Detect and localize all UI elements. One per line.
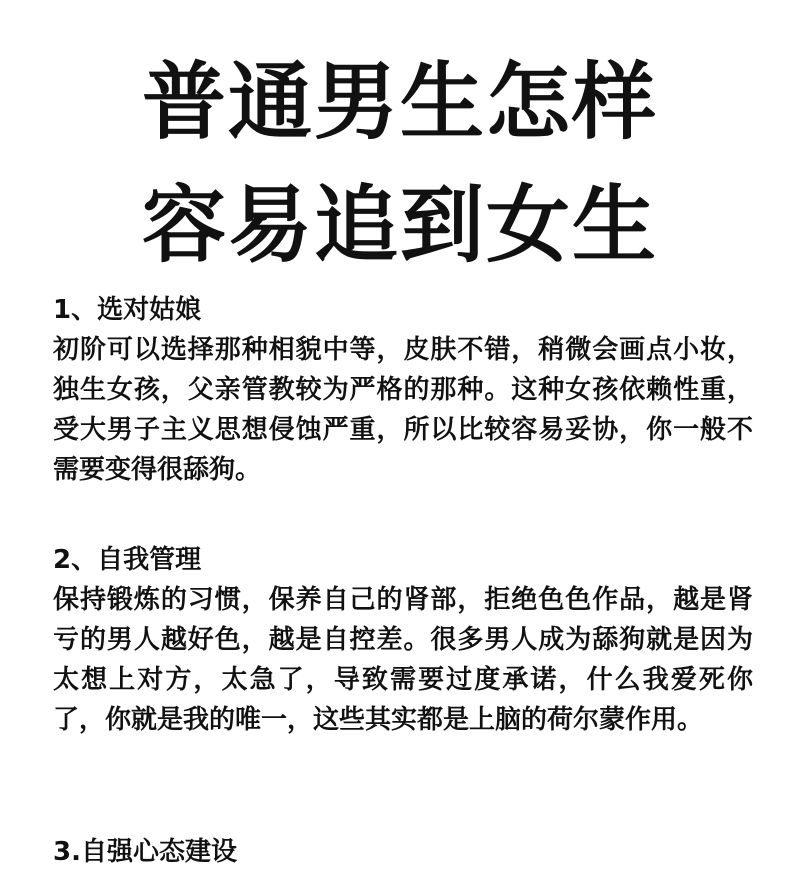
section-heading: 1、选对姑娘 (53, 295, 202, 325)
section-heading: 3.自强心态建设 (53, 837, 237, 867)
section-2 (53, 540, 753, 740)
section-body: 保持锻炼的习惯，保养自己的肾部，拒绝色色作品，越是肾亏的男人越好色，越是自控差。很多男人成为舔狗就是因为太想上对方，太急了，导致需要过度承诺，什么我爱死你了，你就是我的唯一，这些其实都是上脑的荷尔蒙作用。 (53, 585, 753, 735)
section-heading: 2、自我管理 (53, 545, 202, 575)
section-body: 初阶可以选择那种相貌中等，皮肤不错，稍微会画点小妆，独生女孩，父亲管教较为严格的那种。这种女孩依赖性重，受大男子主义思想侵蚀严重，所以比较容易妥协，你一般不需要变得很舔狗。 (53, 335, 753, 485)
page-title-line-2: 容易追到女生 (141, 176, 658, 274)
section-3 (53, 832, 753, 872)
section-1 (53, 290, 753, 490)
page-title-line-1: 普通男生怎样 (141, 53, 658, 151)
